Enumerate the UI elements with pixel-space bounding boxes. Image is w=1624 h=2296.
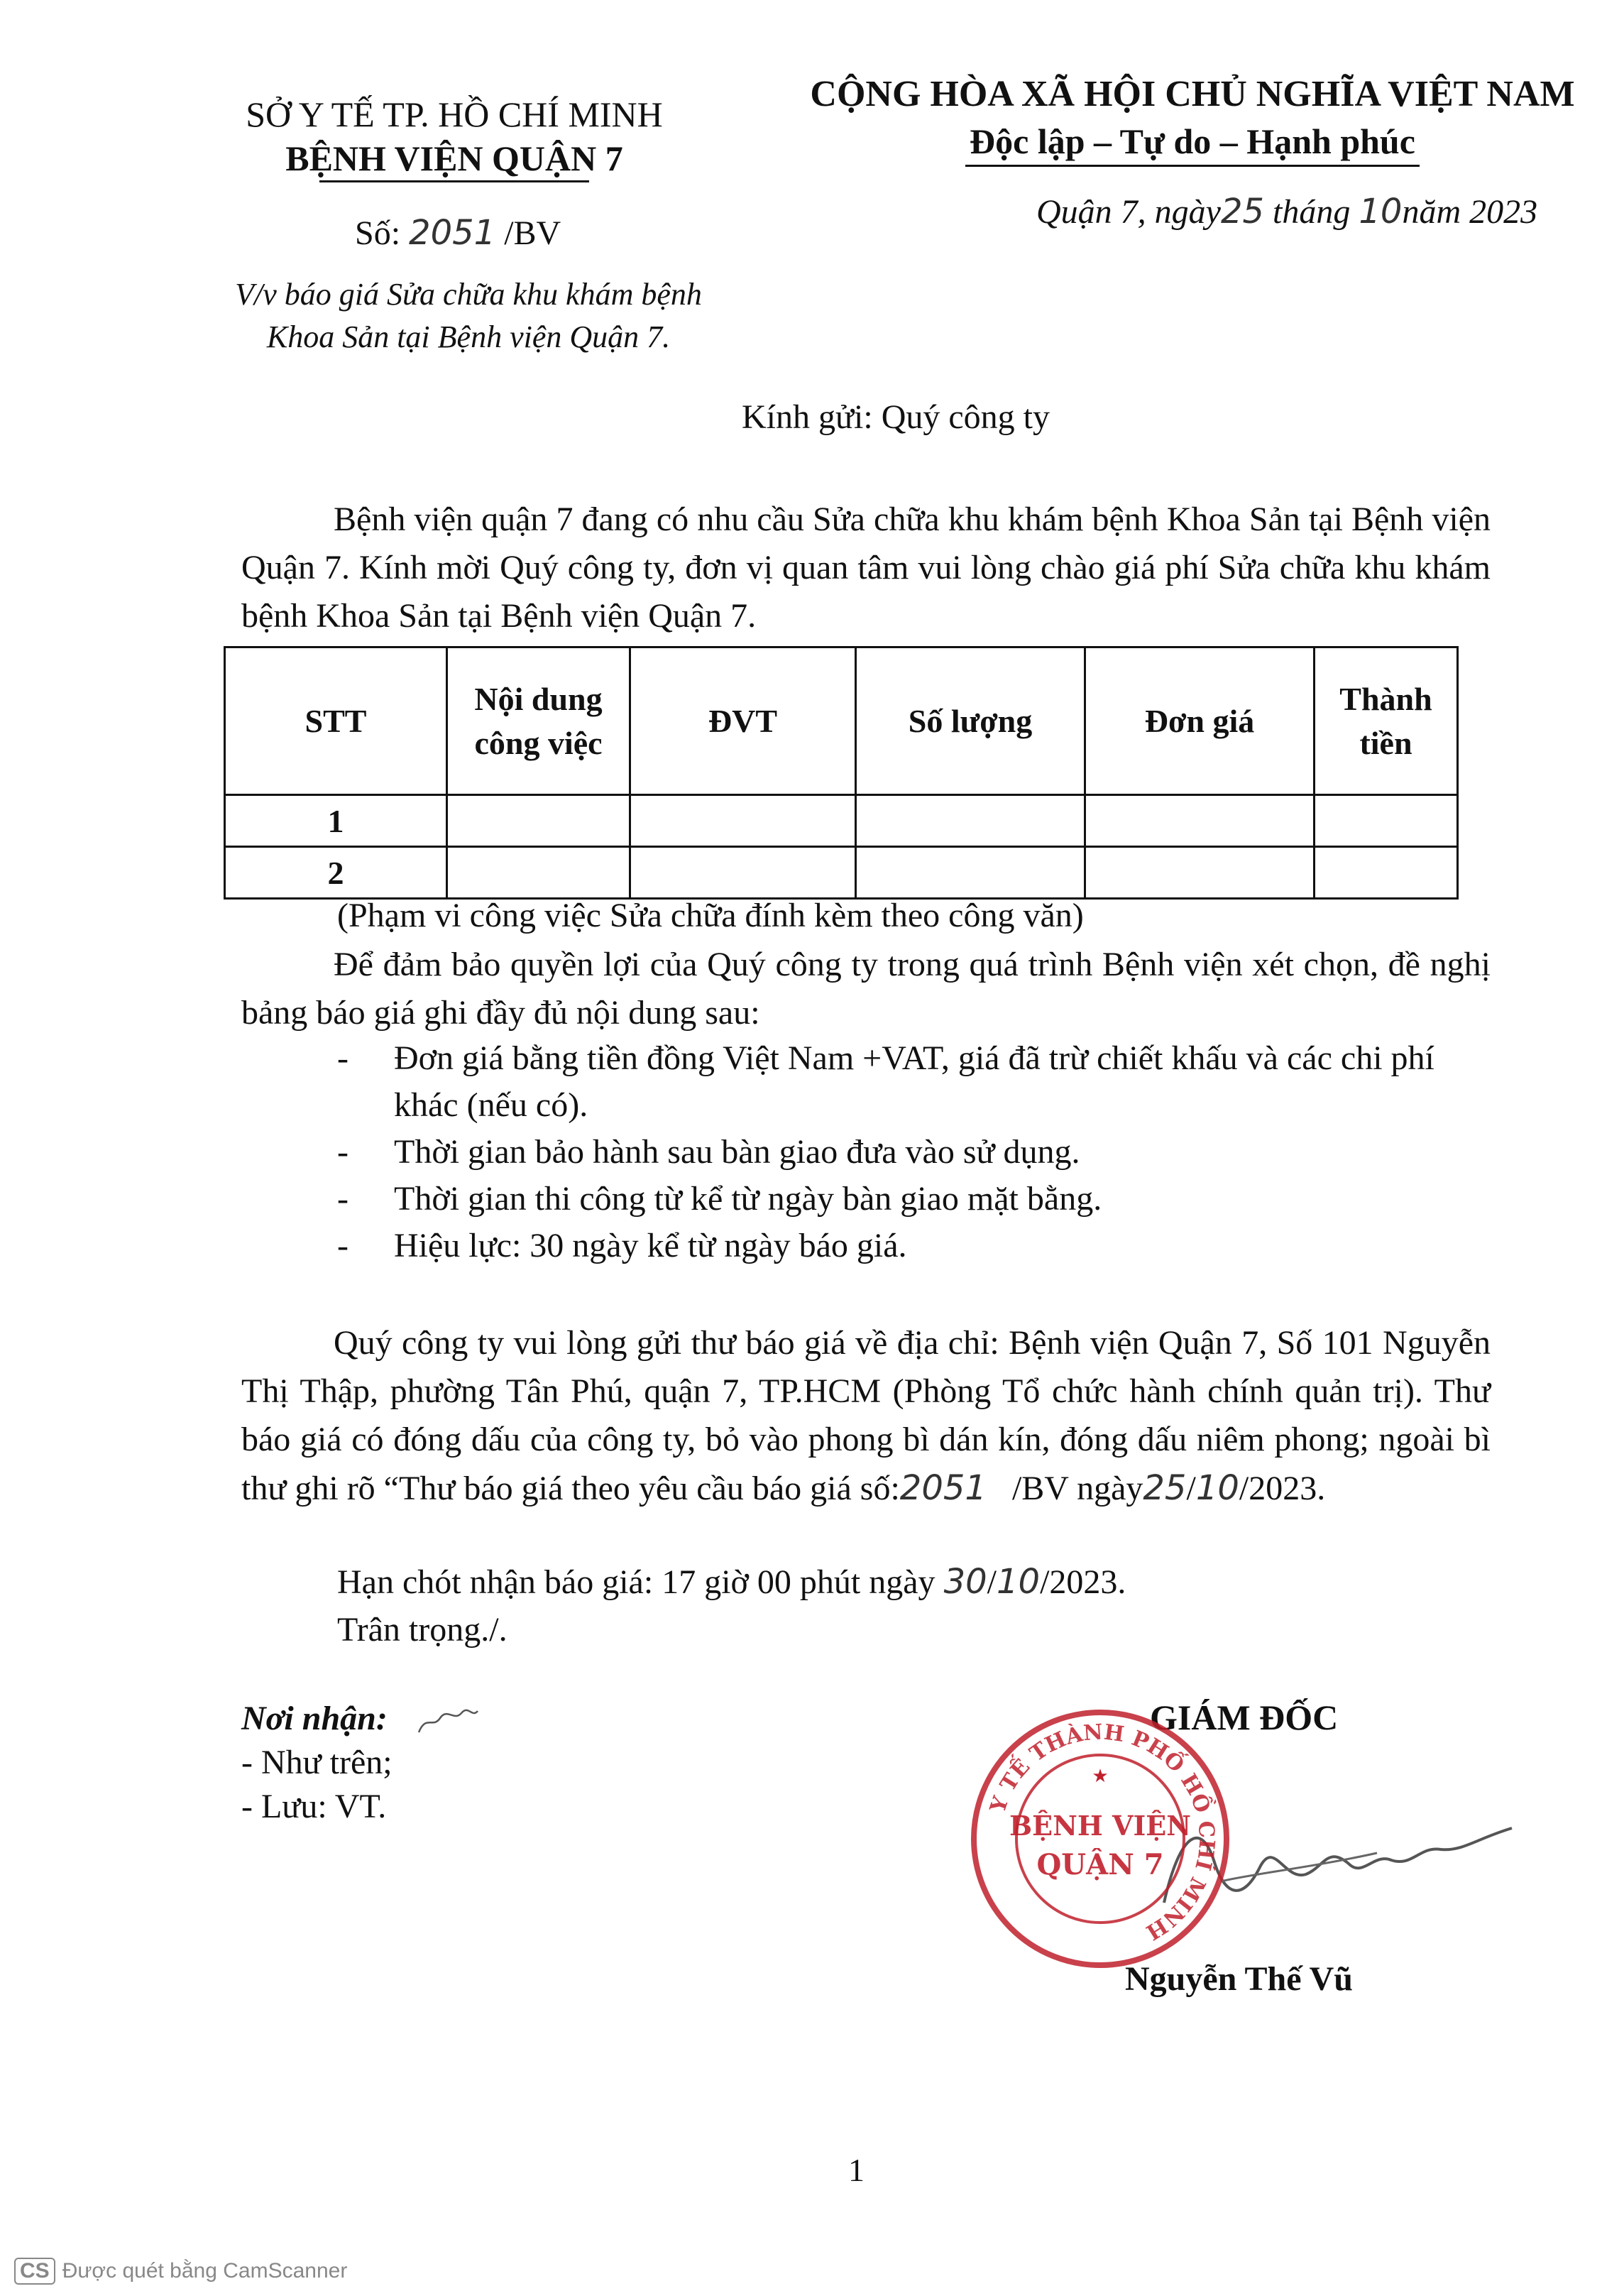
closing: Trân trọng./. <box>337 1611 508 1649</box>
doc-number-handwritten: 2051 <box>409 213 496 253</box>
requirement-intro-text: Để đảm bảo quyền lợi của Quý công ty trong quá trình Bệnh viện xét chọn, đề nghị bảng báo giá ghi đầy đủ nội dung sau: <box>241 946 1491 1032</box>
table-cell <box>630 847 856 899</box>
place-date-year: năm 2023 <box>1402 193 1538 231</box>
place-date <box>1036 192 1537 231</box>
recipient-line: Kính gửi: Quý công ty <box>742 398 1050 436</box>
deadline: Hạn chót nhận báo giá: 17 giờ 00 phút ngày 30/10/2023. <box>337 1562 1126 1602</box>
signer-name: Nguyễn Thế Vũ <box>1125 1960 1353 1998</box>
subject-line-1: V/v báo giá Sửa chữa khu khám bệnh <box>235 277 702 312</box>
official-stamp <box>965 1704 1235 1974</box>
table-cell <box>447 795 630 847</box>
list-item: - Thời gian thi công từ kể từ ngày bàn giao mặt bằng. <box>337 1180 1102 1218</box>
submission-date-label: /BV ngày <box>1011 1470 1143 1507</box>
agency-underline <box>319 180 589 182</box>
table-cell <box>856 847 1085 899</box>
table-cell <box>1085 847 1315 899</box>
submission-year: /2023. <box>1239 1470 1326 1507</box>
stamp-center-line-2: QUẬN 7 <box>1036 1848 1164 1881</box>
deadline-text: Hạn chót nhận báo giá: 17 giờ 00 phút ngày <box>337 1563 936 1601</box>
col-header-quantity: Số lượng <box>856 647 1085 795</box>
col-header-content: Nội dung công việc <box>447 647 630 795</box>
initials-mark <box>415 1700 479 1743</box>
recipients-title: Nơi nhận: <box>241 1700 388 1737</box>
table-header-row <box>225 647 1458 795</box>
stamp-center-line-1: BỆNH VIỆN <box>1009 1810 1191 1842</box>
col-header-stt: STT <box>225 647 447 795</box>
place-date-month-label: tháng <box>1273 193 1351 231</box>
agency-header <box>234 92 674 182</box>
list-item: - Đơn giá bằng tiền đồng Việt Nam +VAT, giá đã trừ chiết khấu và các chi phí khác (nếu có). <box>337 1039 1434 1124</box>
table-cell: 2 <box>225 847 447 899</box>
doc-number-prefix: Số: <box>355 214 401 252</box>
list-item: - Thời gian bảo hành sau bàn giao đưa vào sử dụng. <box>337 1133 1080 1171</box>
date-month-handwritten: 10 <box>1359 192 1403 231</box>
col-header-unit-price: Đơn giá <box>1085 647 1315 795</box>
col-header-unit: ĐVT <box>630 647 856 795</box>
intro-paragraph <box>241 496 1491 640</box>
signer-title: GIÁM ĐỐC <box>1150 1698 1339 1737</box>
agency-parent: SỞ Y TẾ TP. HỒ CHÍ MINH <box>246 94 663 134</box>
footer-text: Được quét bằng CamScanner <box>62 2259 348 2283</box>
submission-paragraph: Quý công ty vui lòng gửi thư báo giá về địa chỉ: Bệnh viện Quận 7, Số 101 Nguyễn Thị Thập, phường Tân Phú, quận 7, TP.HCM (Phòng Tổ chức hành chính quản trị). Thư báo giá có đóng dấu của công ty, bỏ vào phong bì dán kín, đóng dấu niêm phong; ngoài bì thư ghi rõ “Thư báo giá theo yêu cầu báo giá số:2051 /BV ngày25/10/2023. <box>241 1324 1491 1508</box>
submission-month-handwritten: 10 <box>1195 1468 1239 1508</box>
table-cell <box>1315 795 1458 847</box>
date-day-handwritten: 25 <box>1220 192 1265 231</box>
national-title: CỘNG HÒA XÃ HỘI CHỦ NGHĨA VIỆT NAM <box>810 74 1575 114</box>
agency-name: BỆNH VIỆN QUẬN 7 <box>285 138 623 178</box>
stamp-ring-text: Y TẾ THÀNH PHỐ HỒ CHÍ MINH <box>985 1720 1219 1945</box>
scanner-footer <box>14 2258 347 2285</box>
page-number: 1 <box>848 2152 865 2188</box>
submission-number-handwritten: 2051 <box>899 1468 987 1508</box>
stamp-star-icon: ★ <box>1092 1766 1109 1786</box>
table-cell: 1 <box>225 795 447 847</box>
motto-underline <box>965 165 1420 167</box>
camscanner-logo-icon: CS <box>14 2258 55 2285</box>
deadline-year: /2023. <box>1040 1563 1126 1601</box>
table-row <box>225 795 1458 847</box>
recipient-item: - Như trên; <box>241 1744 393 1781</box>
quotation-table <box>224 646 1459 900</box>
requirement-intro <box>241 941 1491 1037</box>
submission-day-handwritten: 25 <box>1143 1468 1187 1508</box>
recipient-item: - Lưu: VT. <box>241 1788 387 1825</box>
table-cell <box>1085 795 1315 847</box>
table-cell <box>447 847 630 899</box>
table-cell <box>1315 847 1458 899</box>
list-item: - Hiệu lực: 30 ngày kể từ ngày báo giá. <box>337 1227 907 1264</box>
place-date-text: Quận 7, ngày <box>1036 193 1221 231</box>
requirements-list <box>337 1035 1487 1269</box>
national-motto: Độc lập – Tự do – Hạnh phúc <box>970 121 1415 161</box>
subject-line-2: Khoa Sản tại Bệnh viện Quận 7. <box>266 319 671 354</box>
intro-text: Bệnh viện quận 7 đang có nhu cầu Sửa chữa khu khám bệnh Khoa Sản tại Bệnh viện Quận 7. Kính mời Quý công ty, đơn vị quan tâm vui lòng chào giá phí Sửa chữa khu khám bệnh Khoa Sản tại Bệnh viện Quận 7. <box>241 501 1491 635</box>
deadline-day-handwritten: 30 <box>943 1562 987 1602</box>
deadline-month-handwritten: 10 <box>996 1562 1041 1602</box>
national-header <box>802 71 1583 167</box>
table-row <box>225 847 1458 899</box>
table-cell <box>856 795 1085 847</box>
document-number <box>355 213 561 253</box>
scope-note: (Phạm vi công việc Sửa chữa đính kèm theo công văn) <box>337 897 1084 934</box>
recipients-block <box>241 1697 393 1829</box>
table-cell <box>630 795 856 847</box>
col-header-total: Thành tiền <box>1315 647 1458 795</box>
submission-text: Quý công ty vui lòng gửi thư báo giá về địa chỉ: Bệnh viện Quận 7, Số 101 Nguyễn Thị Thập, phường Tân Phú, quận 7, TP.HCM (Phòng Tổ chức hành chính quản trị). Thư báo giá có đóng dấu của công ty, bỏ vào phong bì dán kín, đóng dấu niêm phong; ngoài bì thư ghi rõ “Thư báo giá theo yêu cầu báo giá số: <box>241 1324 1491 1507</box>
subject <box>213 273 724 359</box>
doc-number-suffix: /BV <box>504 214 561 252</box>
